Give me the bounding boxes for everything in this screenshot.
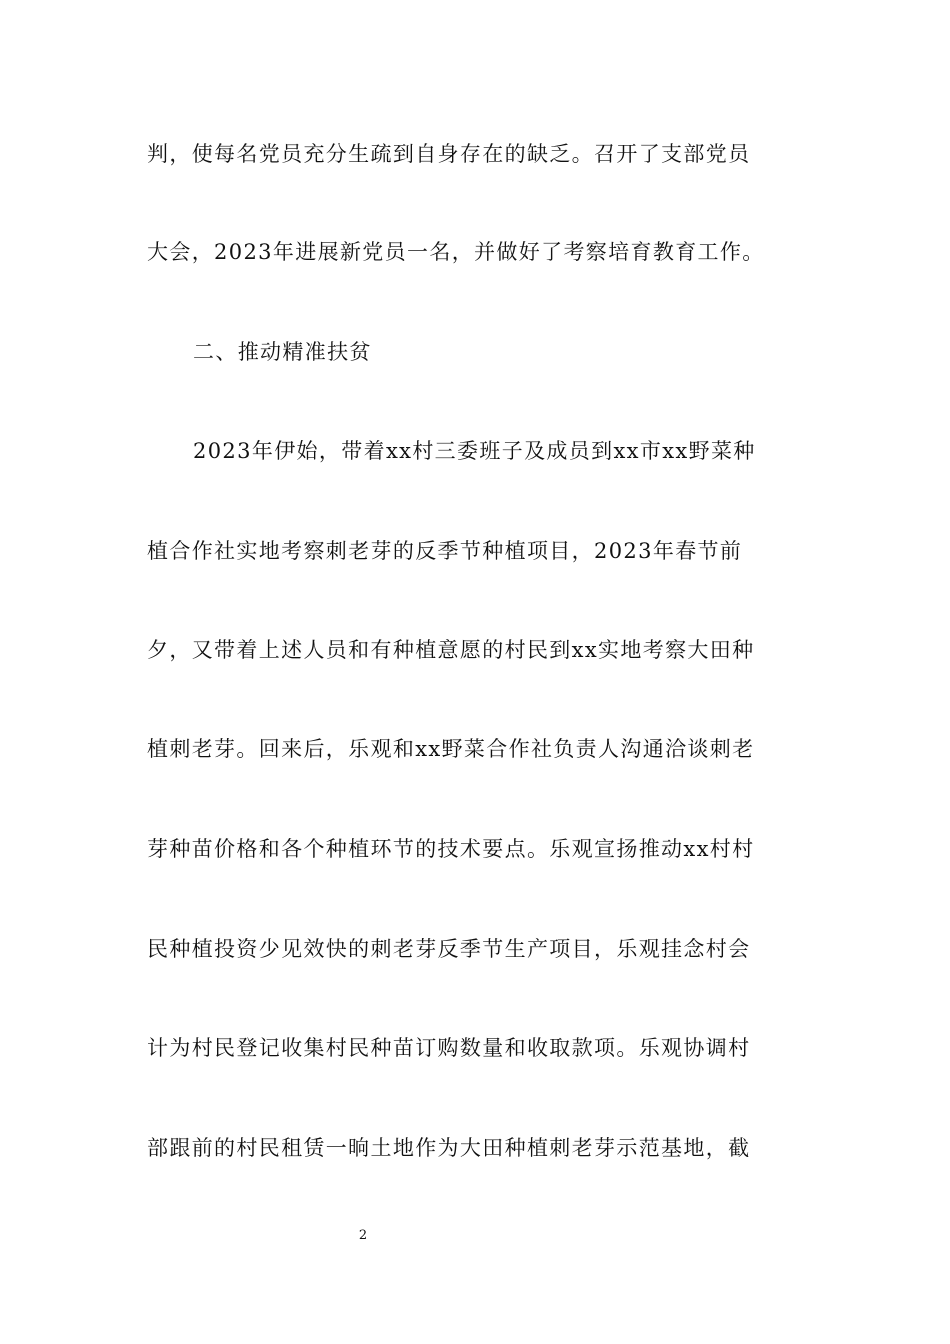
page-number: 2	[358, 1228, 368, 1243]
body-text-line: 植合作社实地考察刺老芽的反季节种植项目，2023年春节前	[147, 539, 743, 563]
body-text-line: 植刺老芽。回来后，乐观和xx野菜合作社负责人沟通洽谈刺老	[147, 737, 755, 761]
body-text-line: 部跟前的村民租赁一晌土地作为大田种植刺老芽示范基地，截	[147, 1136, 751, 1160]
body-text-line: 芽种苗价格和各个种植环节的技术要点。乐观宣扬推动xx村村	[147, 837, 755, 861]
paragraph-first-line: 2023年伊始，带着xx村三委班子及成员到xx市xx野菜种	[193, 439, 756, 463]
body-text-line: 大会，2023年进展新党员一名，并做好了考察培育教育工作。	[147, 240, 765, 264]
body-text-line: 计为村民登记收集村民种苗订购数量和收取款项。乐观协调村	[147, 1036, 751, 1060]
body-text-line: 民种植投资少见效快的刺老芽反季节生产项目，乐观挂念村会	[147, 937, 751, 961]
body-text-line: 夕，又带着上述人员和有种植意愿的村民到xx实地考察大田种	[147, 638, 755, 662]
section-heading: 二、推动精准扶贫	[193, 340, 372, 364]
body-text-line: 判，使每名党员充分生疏到自身存在的缺乏。召开了支部党员	[147, 142, 751, 166]
